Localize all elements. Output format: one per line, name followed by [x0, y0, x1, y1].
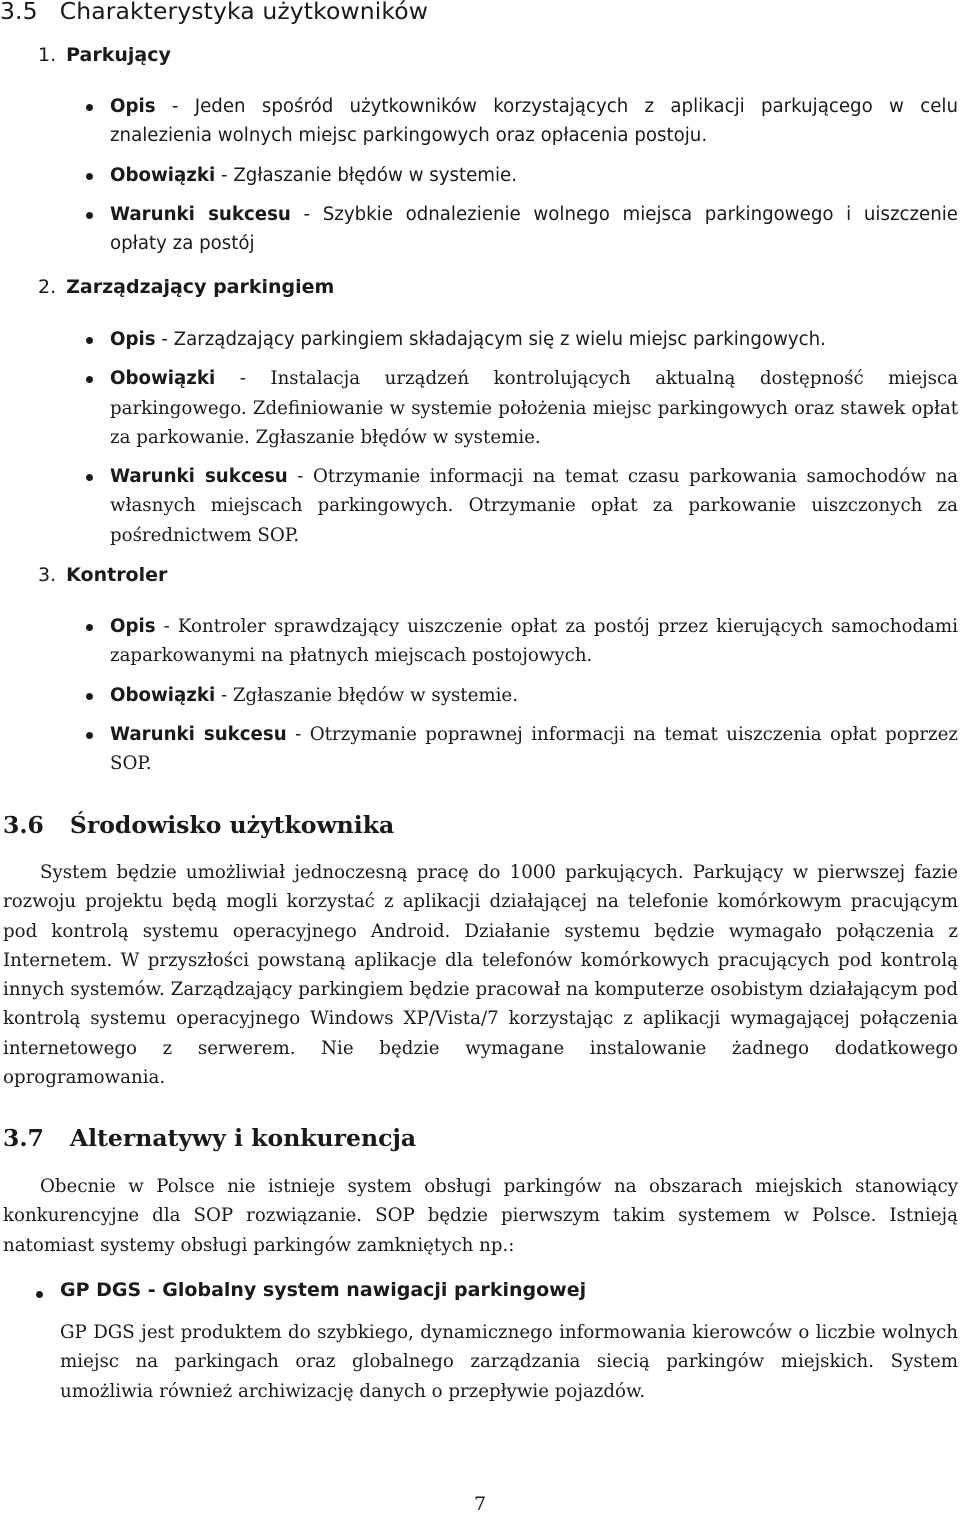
section-number: 3.7: [3, 1124, 44, 1152]
role-heading-kontroler: [38, 564, 167, 586]
list-item: [110, 161, 958, 190]
section-title: Charakterystyka użytkowników: [59, 0, 429, 25]
list-item: [110, 462, 958, 550]
list-item: [110, 364, 958, 452]
item-label: Warunki sukcesu: [110, 723, 287, 745]
list-item: [110, 325, 958, 354]
item-label: Obowiązki: [110, 164, 216, 186]
item-text: - Zgłaszanie błędów w systemie.: [215, 684, 518, 706]
page-number: 7: [473, 1493, 487, 1515]
list-item: [110, 92, 958, 151]
role-name: Kontroler: [66, 564, 168, 586]
item-label: Opis: [110, 96, 156, 117]
list-item: [110, 200, 958, 259]
list-item: [110, 720, 958, 779]
role-number: 1.: [38, 44, 57, 66]
role-number: 2.: [38, 276, 57, 298]
item-label: Warunki sukcesu: [110, 203, 291, 225]
role-list-zarzadzajacy: [110, 325, 958, 550]
section-number: 3.5: [0, 0, 38, 25]
role-name: Parkujący: [66, 44, 171, 66]
section-title: Alternatywy i konkurencja: [69, 1124, 417, 1152]
item-label: Warunki sukcesu: [110, 466, 288, 488]
item-text: - Instalacja urządzeń kontrolujących aktualną dostępność miejsca parkingowego. Zdefiniowanie w systemie położenia miejsc parkingowych oraz stawek opłat za parkowanie. Zgłaszanie błędów w systemie.: [110, 368, 958, 448]
section-heading-3-5: [0, 0, 428, 25]
bullet-icon: [36, 1291, 43, 1298]
section-heading-3-6: [3, 811, 394, 839]
section-title: Środowisko użytkownika: [69, 811, 395, 839]
section-body-3-7: Obecnie w Polsce nie istnieje system obsługi parkingów na obszarach miejskich stanowiący konkurencyjne dla SOP rozwiązanie. SOP będzie pierwszym takim systemem w Polsce. Istnieją natomiast systemy obsługi parkingów zamkniętych np.:: [3, 1176, 958, 1256]
section-heading-3-7: [3, 1124, 416, 1152]
item-text: - Otrzymanie informacji na temat czasu parkowania samochodów na własnych miejscach parkingowych. Otrzymanie opłat za parkowanie uiszczonych za pośrednictwem SOP.: [110, 466, 958, 546]
item-text: - Jeden spośród użytkowników korzystających z aplikacji parkującego w celu znalezienia wolnych miejsc parkingowych oraz opłacenia postoju.: [110, 96, 958, 147]
role-list-kontroler: [110, 612, 958, 778]
list-item: [110, 681, 958, 710]
item-label: Obowiązki: [110, 368, 216, 390]
role-list-parkujacy: [110, 92, 958, 258]
role-number: 3.: [38, 564, 57, 586]
item-label: Opis: [110, 616, 156, 637]
role-heading-parkujacy: [38, 44, 171, 66]
item-text: - Zarządzający parkingiem składającym się z wielu miejsc parkingowych.: [155, 329, 826, 350]
competitor-description: GP DGS jest produktem do szybkiego, dynamicznego informowania kierowców o liczbie wolnych miejsc na parkingach oraz globalnego zarządzania siecią parkingów miejskich. System umożliwia również archiwizację danych o przepływie pojazdów.: [60, 1322, 958, 1402]
item-text: - Szybkie odnalezienie wolnego miejsca parkingowego i uiszczenie opłaty za postój: [110, 203, 958, 255]
section-body-3-6: System będzie umożliwiał jednoczesną pracę do 1000 parkujących. Parkujący w pierwszej fazie rozwoju projektu będą mogli korzystać z aplikacji działającej na telefonie komórkowym pracującym pod kontrolą systemu operacyjnego Android. Działanie systemu będzie wymagało połączenia z Internetem. W przyszłości powstaną aplikacje dla telefonów komórkowych pracujących pod kontrolą innych systemów. Zarządzający parkingiem będzie pracował na komputerze osobistym działającym pod kontrolą systemu operacyjnego Windows XP/Vista/7 korzystając z aplikacji wymagającej połączenia internetowego z serwerem. Nie będzie wymagane instalowanie żadnego dodatkowego oprogramowania.: [3, 862, 958, 1089]
item-text: - Otrzymanie poprawnej informacji na temat uiszczenia opłat poprzez SOP.: [110, 723, 958, 775]
item-label: Obowiązki: [110, 684, 216, 706]
item-text: - Zgłaszanie błędów w systemie.: [215, 164, 518, 186]
section-number: 3.6: [3, 811, 44, 839]
role-name: Zarządzający parkingiem: [66, 276, 335, 298]
competitor-title: GP DGS - Globalny system nawigacji parkingowej: [60, 1279, 587, 1301]
item-label: Opis: [110, 329, 156, 350]
item-text: - Kontroler sprawdzający uiszczenie opłat za postój przez kierujących samochodami zaparkowanymi na płatnych miejscach postojowych.: [110, 616, 958, 667]
list-item: [110, 612, 958, 671]
role-heading-zarzadzajacy: [38, 276, 334, 298]
